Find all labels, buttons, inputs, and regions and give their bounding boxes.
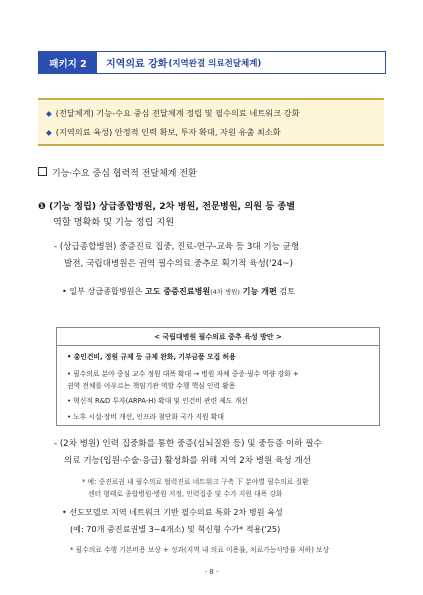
inner-item: • 노후 시설·장비 개선, 인프라 첨단화 국가 지원 확대 (67, 413, 224, 421)
goals-box (38, 98, 384, 146)
package-title-sub: (지역완결 의료전달체계) (168, 58, 262, 69)
goal-text: (지역의료 육성) 안정적 인력 확보, 투자 확대, 자원 유출 최소화 (55, 127, 281, 137)
inner-item: • 필수의료 분야 중심 교수 정원 대폭 확대 → 병원 자체 중증·필수 역량 강화 + (67, 370, 299, 378)
square-bullet-icon (38, 167, 47, 176)
item1-text1: (기능 정립) 상급종합병원, 2차 병원, 전문병원, 의원 등 종별 (48, 201, 296, 212)
section-heading (38, 166, 197, 179)
item3-line2: (예: 70개 중진료권별 3~4개소) 및 혁신형 수가* 적용('25) (70, 524, 281, 534)
section-heading-text: 기능·수요 중심 협력적 전달체계 전환 (52, 169, 197, 179)
inner-item: • 총인건비, 정원 규제 등 규제 완화, 기부금품 모집 허용 (67, 353, 236, 361)
item1-sub-b (62, 286, 295, 297)
item1-line2: 역할 명확화 및 기능 정립 지원 (53, 217, 175, 228)
item1-sub-b-bold2: 기능 개편 (239, 286, 277, 296)
goal-item (46, 108, 300, 119)
package-title-main: 지역의료 강화 (106, 59, 168, 70)
inner-item: • 혁신적 R&D 투자(ARPA-H) 확대 및 인건비 관련 제도 개선 (67, 397, 248, 405)
goal-item (46, 127, 281, 138)
item3-line1: • 선도모델로 지역 네트워크 기반 필수의료 특화 2차 병원 육성 (62, 507, 283, 517)
goal-text: (전달체계) 기능-수요 중심 전달체계 정립 및 필수의료 네트워크 강화 (55, 108, 300, 118)
inner-box-title: < 국립대병원 필수의료 중추 육성 방안 > (57, 328, 379, 346)
package-title (97, 52, 261, 73)
item3-note: * 필수의료 수행 기본비용 보상 + 성과(지역 내 의료 이용률, 치료가능사망률 저하) 보상 (70, 546, 330, 554)
diamond-icon: ◆ (46, 109, 52, 118)
item1-bullet: ❶ (38, 201, 46, 212)
national-hospital-plan-box (56, 327, 380, 426)
item1-sub-b-bold1: 고도 중증진료병원 (144, 286, 211, 296)
inner-item: 권역 전체를 아우르는 책임기관 역할 수행 핵심 인력 활용 (67, 382, 236, 390)
item1-sub-line2: 발전, 국립대병원은 권역 필수의료 중추로 획기적 육성('24~) (64, 259, 293, 269)
item1-sub-b-small: (4차 병원) (210, 288, 240, 296)
diamond-icon: ◆ (46, 128, 52, 137)
item2-note2: 센터 형태로 종합병원·병원 지정, 인력집중 및 수가 지원 대폭 강화 (88, 490, 283, 498)
item2-line2: 의료 기능(입원·수술·응급) 활성화를 위해 지역 2차 병원 육성 개선 (64, 456, 312, 466)
item2-note1: * 예: 중진료권 내 필수의료 협력진료 네트워크 구축 下 분야별 필수의료 질환 (82, 478, 309, 486)
item1-sub-b-pre: • 일부 상급종합병원은 (62, 286, 145, 296)
package-tag: 패키지 2 (39, 52, 97, 73)
item1-sub-b-post: 검토 (276, 286, 295, 296)
page-number: - 8 - (204, 568, 219, 576)
item1-sub-line1: - (상급종합병원) 중증진료 집중, 진료-연구-교육 등 3대 기능 균형 (54, 242, 300, 252)
item1-line1 (38, 198, 295, 212)
package-header (38, 51, 386, 74)
item2-line1: - (2차 병원) 인력 집중화를 통한 중증(심뇌질환 등) 및 중등증 이하 필수 (54, 439, 322, 449)
